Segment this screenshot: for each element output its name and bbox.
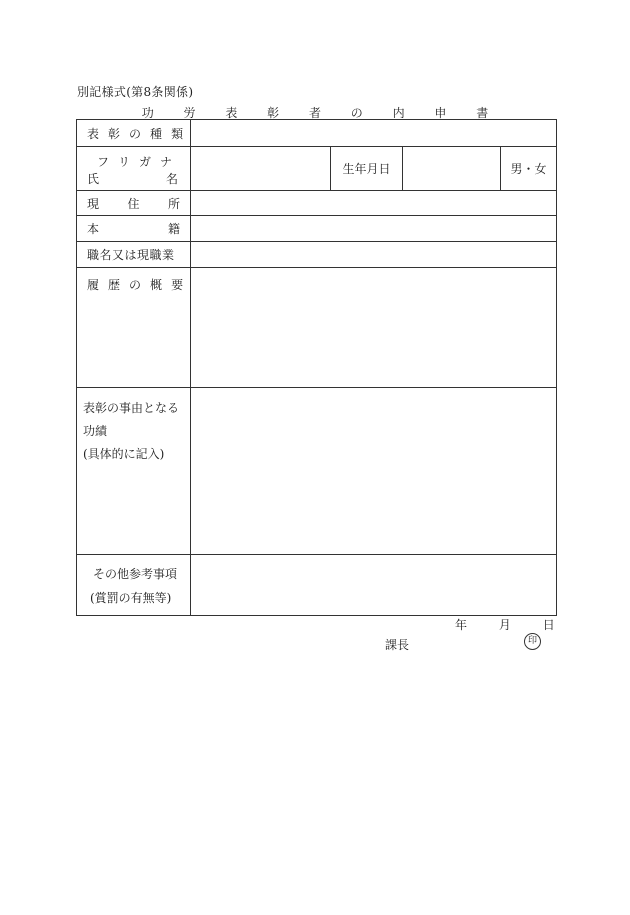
award-type-label: 表 彰 の 種 類 bbox=[77, 120, 191, 146]
occupation-field[interactable] bbox=[191, 242, 556, 267]
name-field[interactable] bbox=[191, 147, 331, 190]
award-type-field[interactable] bbox=[191, 120, 556, 146]
name-row bbox=[77, 146, 556, 190]
date-year-field[interactable]: 年 bbox=[455, 618, 468, 632]
birthdate-field[interactable] bbox=[403, 147, 501, 190]
occupation-row bbox=[77, 241, 556, 267]
form-caption: 別記様式(第8条関係) bbox=[77, 85, 194, 99]
other-notes-row bbox=[77, 554, 556, 615]
seal-mark[interactable]: 印 bbox=[524, 633, 541, 650]
history-row bbox=[77, 267, 556, 387]
date-day-field[interactable]: 日 bbox=[542, 618, 555, 632]
occupation-label: 職名又は現職業 bbox=[77, 242, 191, 267]
application-form bbox=[76, 119, 557, 616]
history-label: 履 歴 の 概 要 bbox=[77, 268, 191, 387]
birthdate-label: 生年月日 bbox=[331, 147, 403, 190]
address-label: 現 住 所 bbox=[77, 191, 191, 215]
name-sub-label: 氏 名 bbox=[87, 172, 178, 186]
merit-field[interactable] bbox=[191, 388, 556, 554]
date-line bbox=[455, 616, 555, 633]
other-notes-label: その他参考事項 (賞罰の有無等) bbox=[77, 555, 191, 615]
domicile-field[interactable] bbox=[191, 216, 556, 241]
domicile-row bbox=[77, 215, 556, 241]
merit-label: 表彰の事由となる 功績 (具体的に記入) bbox=[77, 388, 191, 554]
merit-row bbox=[77, 387, 556, 554]
gender-selector[interactable]: 男・女 bbox=[510, 162, 547, 176]
history-field[interactable] bbox=[191, 268, 556, 387]
address-field[interactable] bbox=[191, 191, 556, 215]
domicile-label: 本 籍 bbox=[77, 216, 191, 241]
other-notes-field[interactable] bbox=[191, 555, 556, 615]
furigana-label: フ リ ガ ナ bbox=[97, 155, 172, 169]
date-month-field[interactable]: 月 bbox=[498, 618, 511, 632]
name-label bbox=[77, 147, 191, 190]
award-type-row bbox=[77, 120, 556, 146]
address-row bbox=[77, 190, 556, 215]
form-title: 功 労 表 彰 者 の 内 申 書 bbox=[141, 106, 502, 120]
chief-label: 課長 bbox=[385, 638, 410, 652]
